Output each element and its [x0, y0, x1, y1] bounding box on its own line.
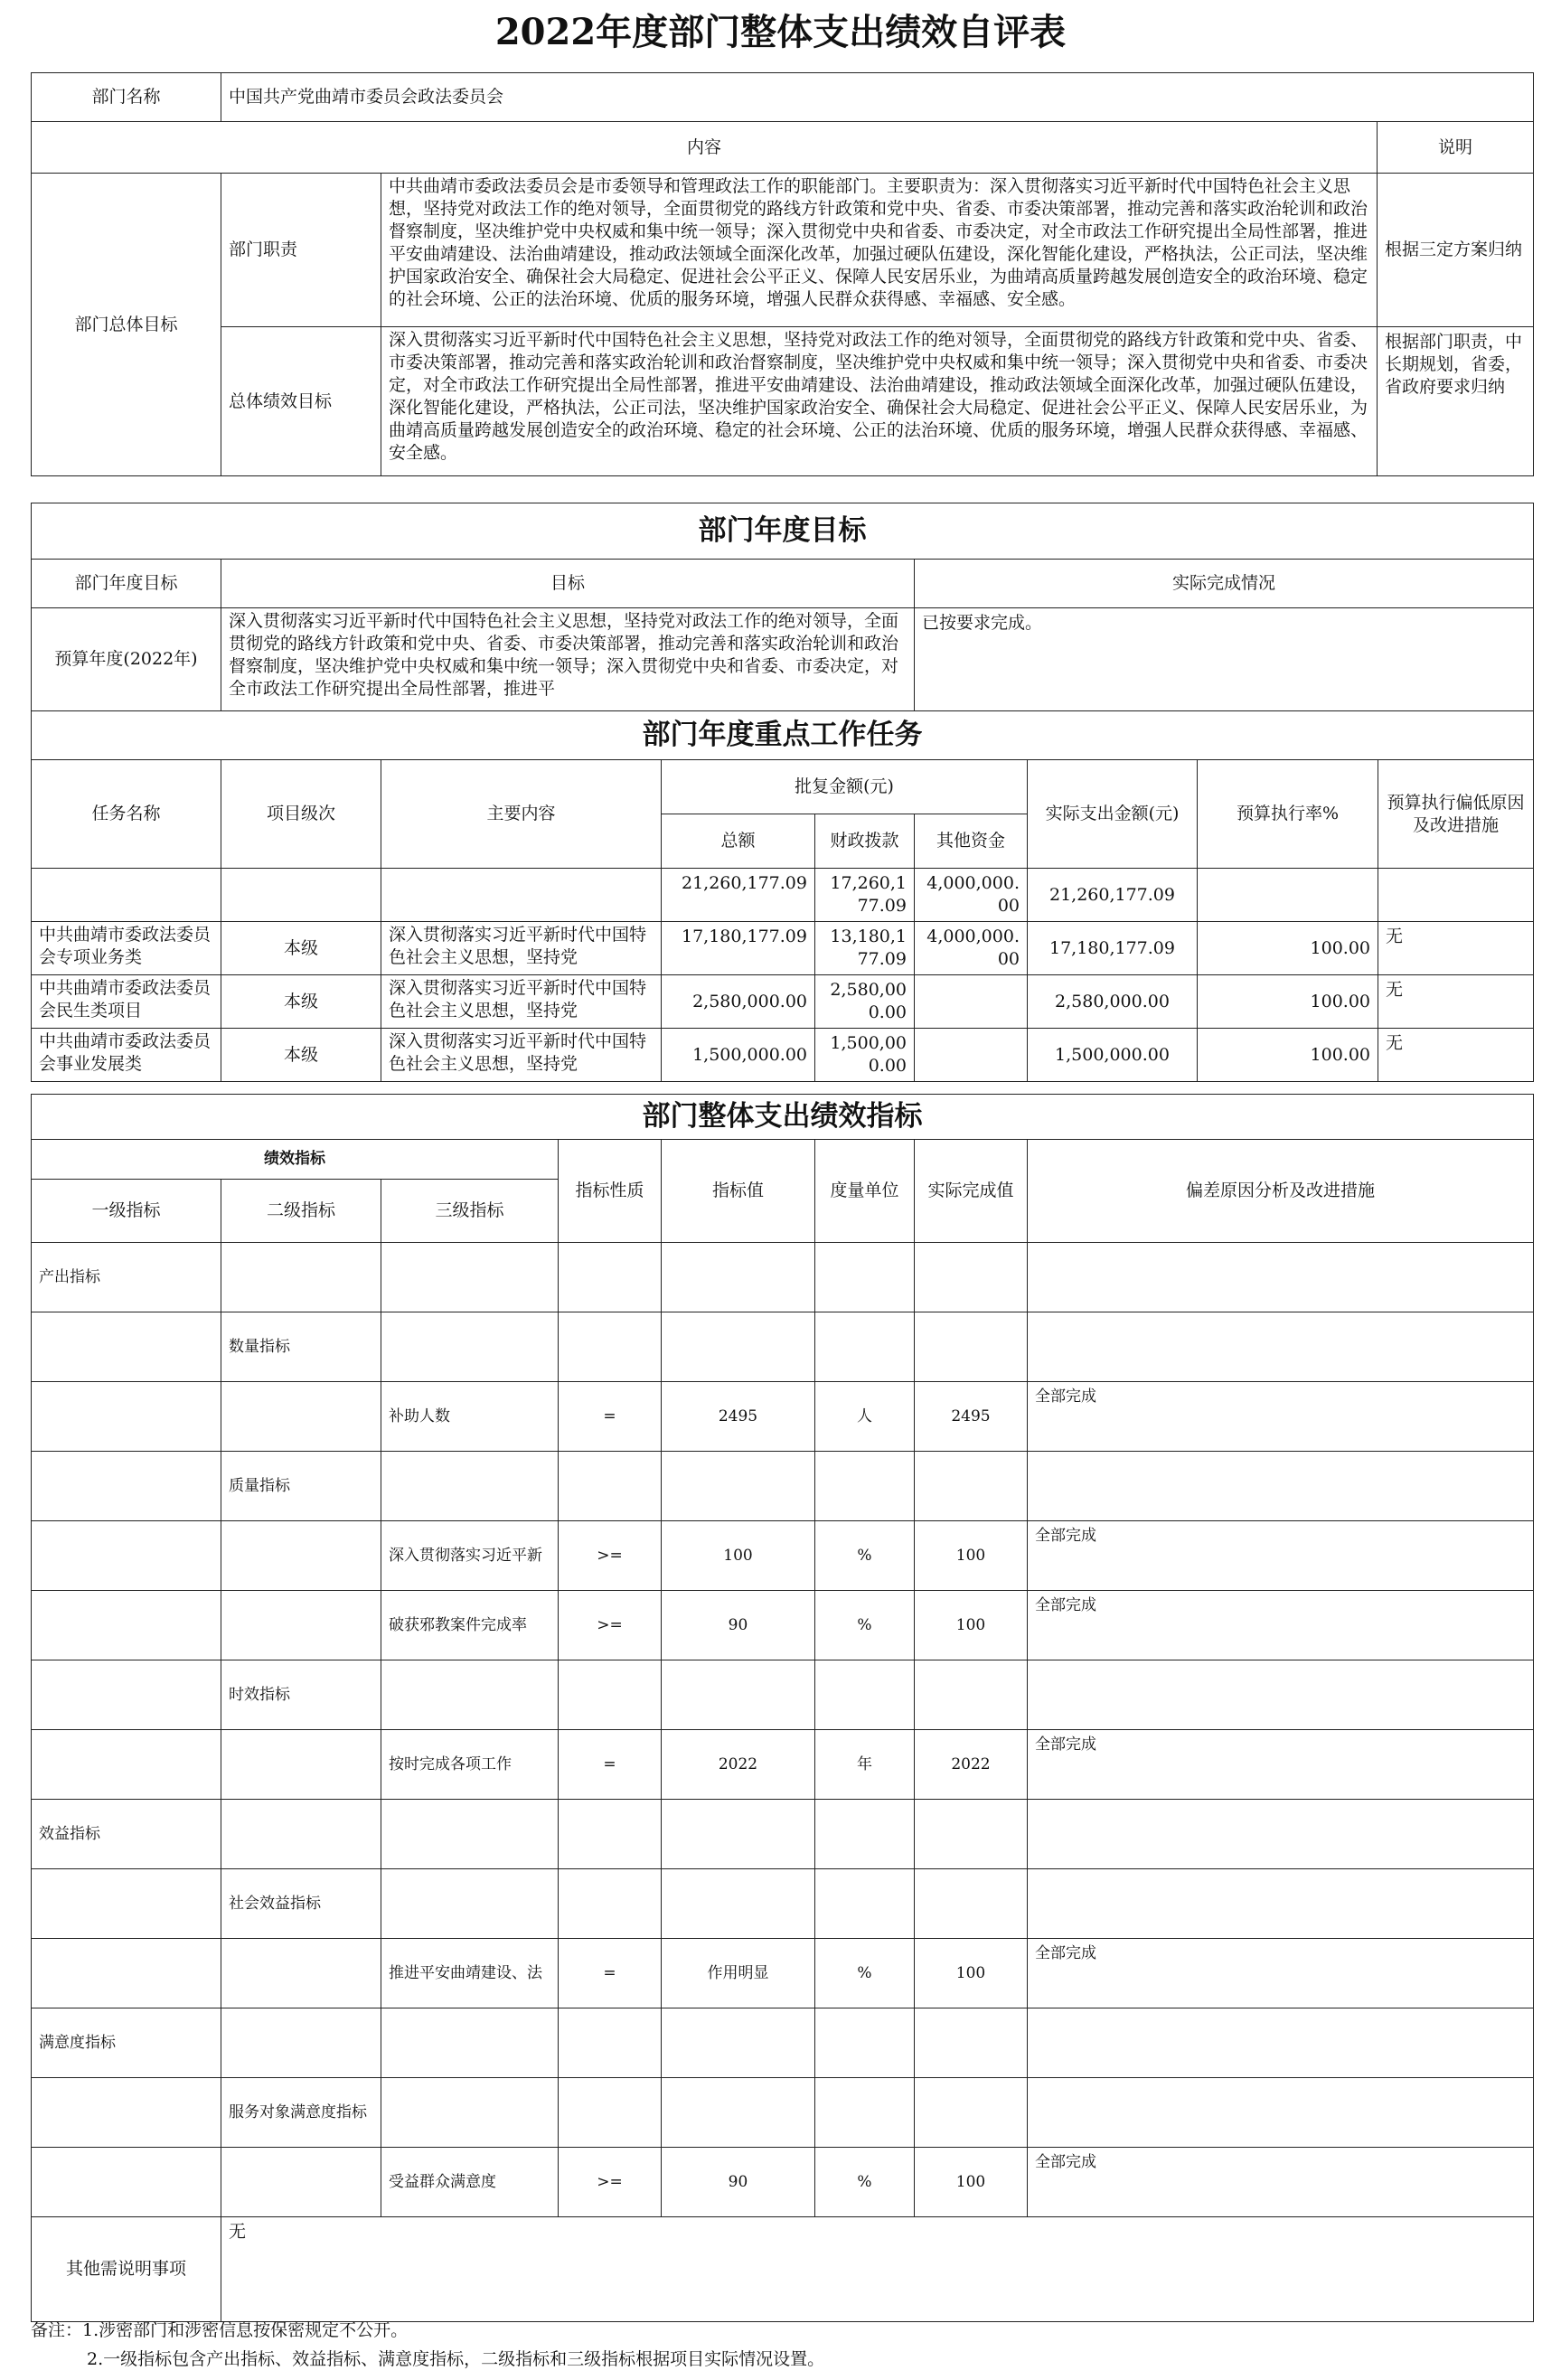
total-row-fiscal: 17,260,177.09	[815, 869, 915, 922]
annual-result-text: 已按要求完成。	[915, 608, 1534, 711]
total-row-total: 21,260,177.09	[662, 869, 815, 922]
indicator-nature: =	[559, 1730, 662, 1800]
indicator-level1: 产出指标	[32, 1243, 221, 1312]
table-row	[32, 2008, 1534, 2078]
indicator-actual: 100	[915, 1591, 1028, 1660]
task-other: 4,000,000.00	[915, 922, 1028, 975]
indicator-deviation	[1028, 2078, 1534, 2148]
indicator-value: 2022	[662, 1730, 815, 1800]
level2-header: 二级指标	[221, 1180, 381, 1243]
indicator-level1	[32, 2148, 221, 2217]
indicator-level2	[221, 1939, 381, 2008]
indicator-unit: %	[815, 1521, 915, 1591]
indicator-unit	[815, 2008, 915, 2078]
indicator-actual-header: 实际完成值	[915, 1140, 1028, 1243]
indicator-deviation	[1028, 1312, 1534, 1382]
indicator-level3	[381, 2008, 559, 2078]
indicator-actual: 100	[915, 1939, 1028, 2008]
table-row	[32, 2078, 1534, 2148]
task-content: 深入贯彻落实习近平新时代中国特色社会主义思想，坚持党	[389, 925, 647, 967]
indicator-level2	[221, 2148, 381, 2217]
perf-goal-note: 根据部门职责，中长期规划，省委，省政府要求归纳	[1378, 327, 1534, 476]
task-other	[915, 975, 1028, 1029]
indicator-nature	[559, 1312, 662, 1382]
indicator-level1	[32, 1660, 221, 1730]
indicator-unit: %	[815, 2148, 915, 2217]
table-row	[32, 1800, 1534, 1869]
indicator-nature	[559, 1800, 662, 1869]
indicator-level3	[381, 1660, 559, 1730]
indicator-level1	[32, 1382, 221, 1452]
indicator-value	[662, 1800, 815, 1869]
task-reason: 无	[1378, 975, 1534, 1029]
actual-spend-header: 实际支出金额(元)	[1028, 760, 1198, 869]
perf-goal-text: 深入贯彻落实习近平新时代中国特色社会主义思想，坚持党对政法工作的绝对领导，全面贯彻党的路线方针政策和党中央、省委、市委决策部署，推动完善和落实政治轮训和政治督察制度，坚决维护党中央权威和集中统一领导；深入贯彻党中央和省委、市委决定，对全市政法工作研究提出全局性部署，推进平安曲靖建设、法治曲靖建设，推动政法领域全面深化改革，加强过硬队伍建设，深化智能化建设，严格执法，公正司法，坚决维护国家政治安全、确保社会大局稳定、促进社会公平正义、保障人民安居乐业，为曲靖高质量跨越发展创造安全的政治环境、稳定的社会环境、公正的法治环境、优质的服务环境，增强人民群众获得感、幸福感、安全感。	[389, 330, 1368, 463]
indicator-level2: 社会效益指标	[221, 1869, 381, 1939]
perf-goal-label: 总体绩效目标	[221, 327, 381, 476]
indicator-level2	[221, 1382, 381, 1452]
indicator-deviation	[1028, 1869, 1534, 1939]
indicator-nature: =	[559, 1382, 662, 1452]
indicator-unit	[815, 1312, 915, 1382]
indicator-nature	[559, 2078, 662, 2148]
indicator-level3: 深入贯彻落实习近平新	[381, 1521, 559, 1591]
indicator-nature-header: 指标性质	[559, 1140, 662, 1243]
indicator-actual	[915, 1312, 1028, 1382]
other-notes-label: 其他需说明事项	[32, 2217, 221, 2322]
annual-goal-section-title: 部门年度目标	[32, 503, 1534, 560]
indicator-unit	[815, 1452, 915, 1521]
indicator-level2	[221, 1521, 381, 1591]
indicator-level1	[32, 1730, 221, 1800]
indicator-level3: 补助人数	[381, 1382, 559, 1452]
task-rate: 100.00	[1198, 975, 1378, 1029]
task-other	[915, 1029, 1028, 1082]
task-total: 1,500,000.00	[662, 1029, 815, 1082]
task-total: 2,580,000.00	[662, 975, 815, 1029]
indicator-level2	[221, 2008, 381, 2078]
indicator-level3	[381, 1869, 559, 1939]
indicator-nature	[559, 1869, 662, 1939]
indicator-value: 100	[662, 1521, 815, 1591]
dept-info-table	[31, 72, 1534, 476]
indicator-value	[662, 2078, 815, 2148]
task-level: 本级	[221, 1029, 381, 1082]
indicator-value: 90	[662, 2148, 815, 2217]
task-name-header: 任务名称	[32, 760, 221, 869]
table-row	[32, 1591, 1534, 1660]
indicator-level1	[32, 1312, 221, 1382]
task-content: 深入贯彻落实习近平新时代中国特色社会主义思想，坚持党	[389, 978, 647, 1021]
table-row	[32, 1660, 1534, 1730]
task-level: 本级	[221, 975, 381, 1029]
annual-goal-text: 深入贯彻落实习近平新时代中国特色社会主义思想，坚持党对政法工作的绝对领导，全面贯彻党的路线方针政策和党中央、省委、市委决策部署，推动完善和落实政治轮训和政治督察制度，坚决维护党中央权威和集中统一领导；深入贯彻党中央和省委、市委决定，对全市政法工作研究提出全局性部署，推进平	[229, 611, 899, 699]
deviation-header: 偏差原因分析及改进措施	[1028, 1140, 1534, 1243]
indicator-actual	[915, 2078, 1028, 2148]
indicator-level3: 推进平安曲靖建设、法	[381, 1939, 559, 2008]
budget-year-label: 预算年度(2022年)	[32, 608, 221, 711]
task-content-header: 主要内容	[381, 760, 662, 869]
indicators-table	[31, 1094, 1534, 2322]
content-header: 内容	[32, 122, 1378, 174]
annual-col3-header: 实际完成情况	[915, 560, 1534, 608]
task-total: 17,180,177.09	[662, 922, 815, 975]
indicator-nature	[559, 1452, 662, 1521]
indicator-value	[662, 1312, 815, 1382]
low-exec-reason-header: 预算执行偏低原因及改进措施	[1378, 760, 1534, 869]
indicators-section-title: 部门整体支出绩效指标	[32, 1095, 1534, 1140]
table-row	[32, 1521, 1534, 1591]
annual-tasks-table	[31, 503, 1534, 1082]
indicators-body	[32, 1243, 1534, 2217]
page-title: 2022年度部门整体支出绩效自评表	[494, 11, 1067, 53]
table-row	[32, 1939, 1534, 2008]
indicator-unit	[815, 1800, 915, 1869]
annual-col2-header: 目标	[221, 560, 915, 608]
other-notes-value: 无	[221, 2217, 1534, 2322]
approved-amount-header: 批复金额(元)	[662, 760, 1028, 814]
level1-header: 一级指标	[32, 1180, 221, 1243]
indicator-level1	[32, 1869, 221, 1939]
task-level-header: 项目级次	[221, 760, 381, 869]
indicator-level1: 效益指标	[32, 1800, 221, 1869]
task-actual: 2,580,000.00	[1028, 975, 1198, 1029]
indicator-value: 2495	[662, 1382, 815, 1452]
overall-goal-label: 部门总体目标	[32, 174, 221, 476]
indicator-unit	[815, 2078, 915, 2148]
indicator-deviation	[1028, 1800, 1534, 1869]
indicator-value: 作用明显	[662, 1939, 815, 2008]
indicator-deviation	[1028, 1243, 1534, 1312]
indicator-level2	[221, 1591, 381, 1660]
total-amount-header: 总额	[662, 814, 815, 869]
task-actual: 17,180,177.09	[1028, 922, 1198, 975]
task-fiscal: 13,180,177.09	[815, 922, 915, 975]
total-row-other: 4,000,000.00	[915, 869, 1028, 922]
indicator-deviation: 全部完成	[1028, 1730, 1534, 1800]
indicator-deviation: 全部完成	[1028, 1521, 1534, 1591]
indicator-value	[662, 1243, 815, 1312]
indicator-level1	[32, 1521, 221, 1591]
indicator-actual	[915, 1243, 1028, 1312]
table-row	[32, 1869, 1534, 1939]
task-rate: 100.00	[1198, 922, 1378, 975]
indicator-unit: %	[815, 1591, 915, 1660]
indicator-nature	[559, 1660, 662, 1730]
indicator-deviation	[1028, 2008, 1534, 2078]
exec-rate-header: 预算执行率%	[1198, 760, 1378, 869]
indicator-nature: =	[559, 1939, 662, 2008]
table-row	[32, 922, 1534, 975]
indicator-deviation	[1028, 1660, 1534, 1730]
indicator-deviation: 全部完成	[1028, 1382, 1534, 1452]
indicator-level3: 受益群众满意度	[381, 2148, 559, 2217]
task-actual: 1,500,000.00	[1028, 1029, 1198, 1082]
task-name: 中共曲靖市委政法委员会民生类项目	[39, 978, 212, 1021]
task-fiscal: 1,500,000.00	[815, 1029, 915, 1082]
indicator-level3	[381, 1452, 559, 1521]
indicator-level1	[32, 1591, 221, 1660]
other-amount-header: 其他资金	[915, 814, 1028, 869]
task-reason: 无	[1378, 922, 1534, 975]
indicator-value	[662, 2008, 815, 2078]
indicator-actual: 100	[915, 1521, 1028, 1591]
table-row	[32, 1243, 1534, 1312]
task-rate: 100.00	[1198, 1029, 1378, 1082]
duty-text: 中共曲靖市委政法委员会是市委领导和管理政法工作的职能部门。主要职责为：深入贯彻落实习近平新时代中国特色社会主义思想，坚持党对政法工作的绝对领导，全面贯彻党的路线方针政策和党中央、省委、市委决策部署，推动完善和落实政治轮训和政治督察制度，坚决维护党中央权威和集中统一领导；深入贯彻党中央和省委、市委决定，对全市政法工作研究提出全局性部署，推进平安曲靖建设、法治曲靖建设，推动政法领域全面深化改革，加强过硬队伍建设，深化智能化建设，严格执法，公正司法，坚决维护国家政治安全、确保社会大局稳定、促进社会公平正义、保障人民安居乐业，为曲靖高质量跨越发展创造安全的政治环境、稳定的社会环境、公正的法治环境、优质的服务环境，增强人民群众获得感、幸福感、安全感。	[389, 176, 1368, 309]
task-reason: 无	[1378, 1029, 1534, 1082]
indicator-level1: 满意度指标	[32, 2008, 221, 2078]
indicator-level3: 按时完成各项工作	[381, 1730, 559, 1800]
task-name: 中共曲靖市委政法委员会专项业务类	[39, 925, 212, 967]
indicator-deviation: 全部完成	[1028, 1939, 1534, 2008]
total-row-actual: 21,260,177.09	[1028, 869, 1198, 922]
indicator-level1	[32, 1939, 221, 2008]
indicator-level1	[32, 1452, 221, 1521]
indicator-nature: >=	[559, 1521, 662, 1591]
task-name: 中共曲靖市委政法委员会事业发展类	[39, 1031, 212, 1074]
indicator-actual	[915, 1869, 1028, 1939]
indicator-deviation: 全部完成	[1028, 1591, 1534, 1660]
indicator-value	[662, 1452, 815, 1521]
level3-header: 三级指标	[381, 1180, 559, 1243]
task-level: 本级	[221, 922, 381, 975]
indicator-level2	[221, 1730, 381, 1800]
indicator-actual	[915, 2008, 1028, 2078]
indicator-actual	[915, 1660, 1028, 1730]
indicator-actual: 100	[915, 2148, 1028, 2217]
table-row	[32, 2148, 1534, 2217]
annual-col1-header: 部门年度目标	[32, 560, 221, 608]
indicator-unit	[815, 1243, 915, 1312]
indicator-unit	[815, 1660, 915, 1730]
indicator-actual	[915, 1452, 1028, 1521]
task-fiscal: 2,580,000.00	[815, 975, 915, 1029]
footnotes	[31, 2316, 1533, 2374]
tasks-section-title: 部门年度重点工作任务	[32, 711, 1534, 760]
indicator-level2: 数量指标	[221, 1312, 381, 1382]
dept-name-label: 部门名称	[32, 73, 221, 122]
indicator-deviation	[1028, 1452, 1534, 1521]
table-row	[32, 1382, 1534, 1452]
table-row	[32, 1312, 1534, 1382]
indicator-nature: >=	[559, 1591, 662, 1660]
table-row	[32, 1452, 1534, 1521]
indicator-level3	[381, 1312, 559, 1382]
indicator-level2: 服务对象满意度指标	[221, 2078, 381, 2148]
indicator-value	[662, 1660, 815, 1730]
indicator-value: 90	[662, 1591, 815, 1660]
duty-note: 根据三定方案归纳	[1378, 174, 1534, 327]
task-content: 深入贯彻落实习近平新时代中国特色社会主义思想，坚持党	[389, 1031, 647, 1074]
footnote-2: 2.一级指标包含产出指标、效益指标、满意度指标，二级指标和三级指标根据项目实际情况设置。	[87, 2349, 825, 2369]
indicator-level2: 质量指标	[221, 1452, 381, 1521]
indicator-level1	[32, 2078, 221, 2148]
tasks-total-row	[32, 869, 1534, 922]
table-row	[32, 1730, 1534, 1800]
perf-indicator-header: 绩效指标	[32, 1140, 559, 1180]
indicator-level3	[381, 1243, 559, 1312]
note-header: 说明	[1378, 122, 1534, 174]
indicator-level3	[381, 1800, 559, 1869]
indicator-unit: 人	[815, 1382, 915, 1452]
indicator-level3	[381, 2078, 559, 2148]
indicator-unit: 年	[815, 1730, 915, 1800]
indicator-value-header: 指标值	[662, 1140, 815, 1243]
indicator-actual: 2022	[915, 1730, 1028, 1800]
indicator-level2: 时效指标	[221, 1660, 381, 1730]
fiscal-amount-header: 财政拨款	[815, 814, 915, 869]
indicator-nature	[559, 2008, 662, 2078]
indicator-nature	[559, 1243, 662, 1312]
duty-label: 部门职责	[221, 174, 381, 327]
indicator-unit	[815, 1869, 915, 1939]
indicator-unit-header: 度量单位	[815, 1140, 915, 1243]
indicator-value	[662, 1869, 815, 1939]
indicator-level2	[221, 1800, 381, 1869]
indicator-actual: 2495	[915, 1382, 1028, 1452]
table-row	[32, 975, 1534, 1029]
indicator-level3: 破获邪教案件完成率	[381, 1591, 559, 1660]
indicator-deviation: 全部完成	[1028, 2148, 1534, 2217]
indicator-level2	[221, 1243, 381, 1312]
indicator-nature: >=	[559, 2148, 662, 2217]
footnote-1: 备注：1.涉密部门和涉密信息按保密规定不公开。	[31, 2320, 409, 2340]
indicator-unit: %	[815, 1939, 915, 2008]
table-row	[32, 1029, 1534, 1082]
dept-name-value: 中国共产党曲靖市委员会政法委员会	[221, 73, 1534, 122]
indicator-actual	[915, 1800, 1028, 1869]
